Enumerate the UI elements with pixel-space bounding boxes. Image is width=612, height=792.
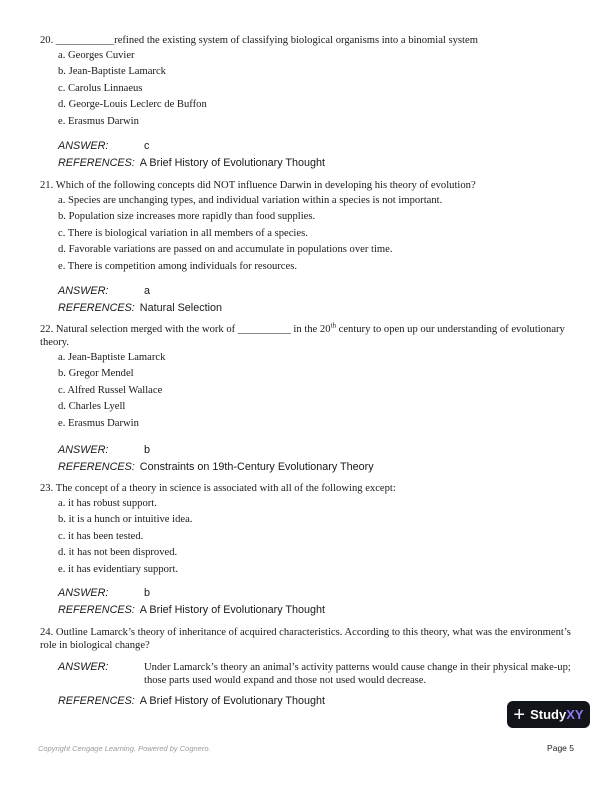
answer-value: c bbox=[144, 140, 150, 152]
option-d: d. Charles Lyell bbox=[58, 401, 126, 413]
question-stem: 20. ___________refined the existing system of classifying biological organisms into a binomial system bbox=[40, 35, 478, 46]
references-value: A Brief History of Evolutionary Thought bbox=[139, 695, 326, 707]
option-a: a. Jean-Baptiste Lamarck bbox=[58, 352, 166, 363]
option-c: c. it has been tested. bbox=[58, 530, 144, 542]
option-b: b. Gregor Mendel bbox=[58, 368, 134, 380]
answer-block-20 bbox=[58, 138, 588, 171]
option-e: e. Erasmus Darwin bbox=[58, 115, 139, 127]
question-22 bbox=[40, 323, 585, 433]
footer-copyright: Copyright Cengage Learning. Powered by Cognero. bbox=[38, 744, 211, 753]
answer-value: b bbox=[144, 587, 151, 599]
question-stem: 23. The concept of a theory in science is associated with all of the following except: bbox=[40, 483, 396, 494]
references-value: A Brief History of Evolutionary Thought bbox=[139, 603, 326, 616]
option-c: c. Carolus Linnaeus bbox=[58, 82, 143, 94]
question-stem: 22. Natural selection merged with the work of __________ in the 20th century to open up our understanding of evolutionary theory. bbox=[40, 321, 565, 348]
options-list bbox=[58, 194, 585, 276]
references-label: REFERENCES: bbox=[58, 301, 135, 314]
question-stem: 24. Outline Lamarck’s theory of inheritance of acquired characteristics. According to this theory, what was the environment’s role in biological change? bbox=[40, 627, 571, 651]
option-b: b. Jean-Baptiste Lamarck bbox=[58, 66, 166, 78]
option-a: a. Species are unchanging types, and individual variation within a species is not important. bbox=[58, 195, 443, 206]
answer-block-21 bbox=[58, 283, 588, 316]
option-a: a. it has robust support. bbox=[58, 498, 157, 509]
question-20 bbox=[40, 34, 585, 131]
references-value: Constraints on 19th-Century Evolutionary Theory bbox=[139, 460, 374, 473]
references-label: REFERENCES: bbox=[58, 156, 135, 169]
studyxy-badge[interactable] bbox=[507, 701, 590, 728]
question-24 bbox=[40, 626, 585, 652]
answer-value: a bbox=[144, 285, 151, 297]
answer-label: ANSWER: bbox=[58, 140, 109, 152]
options-list bbox=[58, 351, 585, 433]
badge-text-accent: XY bbox=[566, 707, 584, 722]
answer-label: ANSWER: bbox=[58, 285, 109, 297]
question-stem: 21. Which of the following concepts did NOT influence Darwin in developing his theory of evolution? bbox=[40, 180, 476, 191]
answer-value: b bbox=[144, 444, 151, 456]
question-21 bbox=[40, 179, 585, 276]
answer-block-23 bbox=[58, 585, 588, 618]
answer-label: ANSWER: bbox=[58, 661, 109, 673]
references-label: REFERENCES: bbox=[58, 603, 135, 616]
answer-label: ANSWER: bbox=[58, 587, 109, 599]
references-label: REFERENCES: bbox=[58, 460, 135, 473]
references-value: Natural Selection bbox=[139, 301, 223, 314]
answer-label: ANSWER: bbox=[58, 444, 109, 456]
references-value: A Brief History of Evolutionary Thought bbox=[139, 156, 326, 169]
option-b: b. it is a hunch or intuitive idea. bbox=[58, 514, 193, 526]
option-d: d. it has not been disproved. bbox=[58, 547, 178, 559]
question-23 bbox=[40, 482, 585, 579]
options-list bbox=[58, 49, 585, 131]
references-label: REFERENCES: bbox=[58, 695, 135, 707]
option-b: b. Population size increases more rapidly than food supplies. bbox=[58, 211, 316, 223]
option-c: c. Alfred Russel Wallace bbox=[58, 384, 163, 396]
options-list bbox=[58, 497, 585, 579]
option-d: d. George-Louis Leclerc de Buffon bbox=[58, 99, 207, 111]
option-e: e. Erasmus Darwin bbox=[58, 417, 139, 429]
page-number: Page 5 bbox=[547, 743, 574, 753]
plus-icon: + bbox=[513, 703, 526, 726]
answer-block-22 bbox=[58, 442, 588, 475]
answer-value: Under Lamarck’s theory an animal’s activity patterns would cause change in their physical make-up; those parts used would expand and those not used would decrease. bbox=[144, 662, 571, 686]
option-a: a. Georges Cuvier bbox=[58, 50, 135, 61]
option-d: d. Favorable variations are passed on and accumulate in populations over time. bbox=[58, 244, 393, 256]
option-e: e. it has evidentiary support. bbox=[58, 563, 179, 575]
option-e: e. There is competition among individuals for resources. bbox=[58, 260, 297, 272]
option-c: c. There is biological variation in all members of a species. bbox=[58, 227, 308, 239]
badge-text-main: Study bbox=[530, 707, 567, 722]
